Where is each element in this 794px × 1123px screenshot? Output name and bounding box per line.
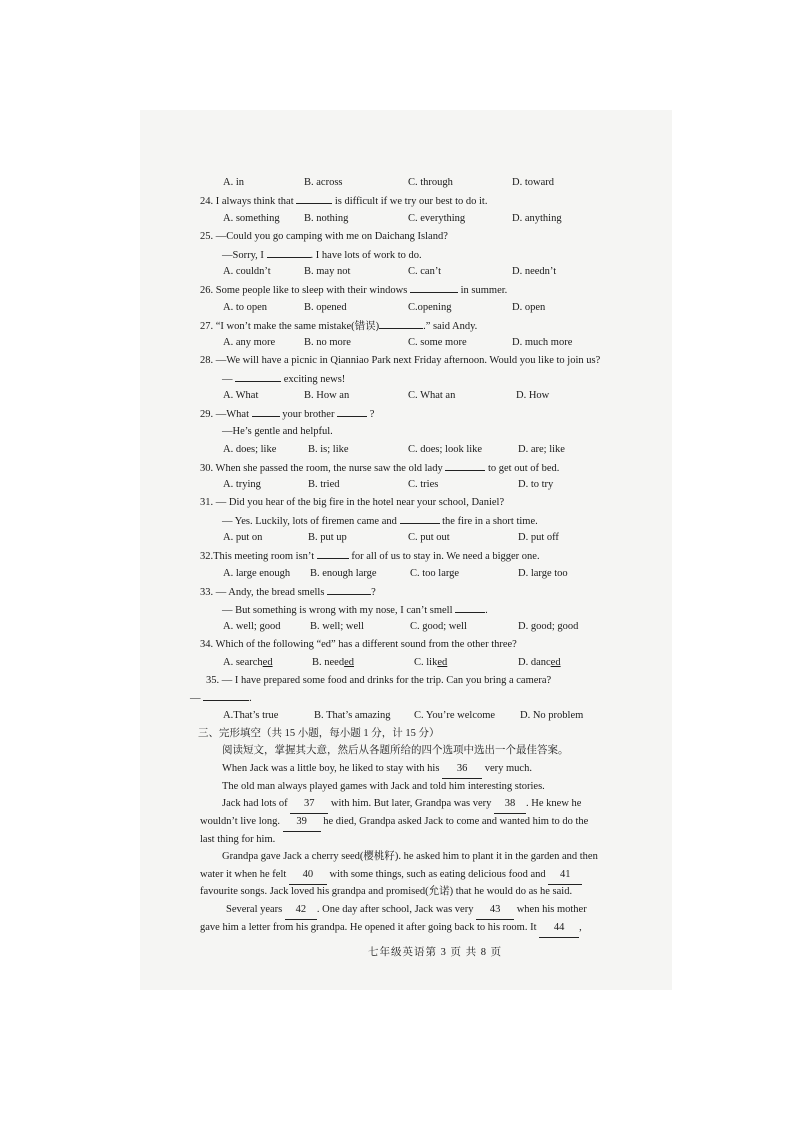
- option-c: C. through: [408, 177, 453, 188]
- question-35: 35. — I have prepared some food and drinks for the trip. Can you bring a camera?: [206, 675, 552, 686]
- option-d: D. open: [512, 302, 546, 313]
- question-31-reply: — Yes. Luckily, lots of firemen came and the fire in a short time.: [222, 512, 538, 531]
- option-a: A. large enough: [223, 568, 291, 579]
- option-a: A. in: [223, 177, 244, 188]
- question-28: 28. —We will have a picnic in Qianniao Park next Friday afternoon. Would you like to join us?: [200, 355, 601, 366]
- passage-line: Several years 42 . One day after school, Jack was very 43 when his mother: [226, 901, 587, 920]
- option-b: B. across: [304, 177, 343, 188]
- passage-line: favourite songs. Jack loved his grandpa and promised(允诺) that he would do as he said.: [200, 886, 573, 897]
- option-b: B. is; like: [308, 444, 349, 455]
- option-c: C. does; look like: [408, 444, 483, 455]
- option-b: B. nothing: [304, 213, 349, 224]
- cloze-blank: 40: [289, 866, 327, 885]
- question-34: 34. Which of the following “ed” has a different sound from the other three?: [200, 639, 517, 650]
- question-25-reply: —Sorry, I . I have lots of work to do.: [222, 246, 422, 265]
- option-b: B. well; well: [310, 621, 364, 632]
- option-d: D. large too: [518, 568, 568, 579]
- option-a: A. does; like: [223, 444, 277, 455]
- answer-blank: [400, 512, 440, 524]
- option-c: C. too large: [410, 568, 460, 579]
- answer-blank: [327, 583, 371, 595]
- question-29: 29. —What your brother ?: [200, 405, 374, 424]
- option-b: B. tried: [308, 479, 340, 490]
- cloze-blank: 44: [539, 919, 579, 938]
- option-b: B. may not: [304, 266, 351, 277]
- option-d: D. danced: [518, 657, 561, 668]
- option-d: D. put off: [518, 532, 559, 543]
- option-a: A. any more: [223, 337, 276, 348]
- question-32: 32.This meeting room isn’t for all of us to stay in. We need a bigger one.: [200, 547, 540, 566]
- option-d: D. good; good: [518, 621, 579, 632]
- cloze-blank: 43: [476, 901, 514, 920]
- option-d: D. toward: [512, 177, 554, 188]
- section-instruction: 阅读短文，掌握其大意，然后从各题所给的四个选项中选出一个最佳答案。: [222, 745, 569, 756]
- cloze-blank: 36: [442, 760, 482, 779]
- option-d: D. anything: [512, 213, 562, 224]
- answer-blank: [337, 405, 367, 417]
- passage-line: last thing for him.: [200, 834, 276, 845]
- option-c: C. can’t: [408, 266, 442, 277]
- option-d: D. How: [516, 390, 550, 401]
- passage-line: water it when he felt 40 with some things, such as eating delicious food and 41: [200, 866, 582, 885]
- passage-line: When Jack was a little boy, he liked to stay with his 36 very much.: [222, 760, 532, 779]
- option-a: A. to open: [223, 302, 268, 313]
- option-a: A. searched: [223, 657, 273, 668]
- option-d: D. are; like: [518, 444, 565, 455]
- option-a: A.That’s true: [223, 710, 279, 721]
- question-33-reply: — But something is wrong with my nose, I can’t smell .: [222, 601, 488, 620]
- answer-blank: [317, 547, 349, 559]
- option-c: C.opening: [408, 302, 452, 313]
- cloze-blank: 39: [283, 813, 321, 832]
- section-heading: 三、完形填空（共 15 小题，每小题 1 分，计 15 分）: [198, 728, 440, 739]
- option-b: B. How an: [304, 390, 350, 401]
- question-33: 33. — Andy, the bread smells ?: [200, 583, 376, 602]
- option-c: C. some more: [408, 337, 467, 348]
- question-31: 31. — Did you hear of the big fire in the hotel near your school, Daniel?: [200, 497, 505, 508]
- option-d: D. needn’t: [512, 266, 557, 277]
- cloze-blank: 37: [290, 795, 328, 814]
- option-c: C. liked: [414, 657, 448, 668]
- question-24: 24. I always think that is difficult if we try our best to do it.: [200, 192, 487, 211]
- option-a: A. well; good: [223, 621, 281, 632]
- question-30: 30. When she passed the room, the nurse saw the old lady to get out of bed.: [200, 459, 559, 478]
- passage-line: wouldn’t live long. 39 he died, Grandpa asked Jack to come and wanted him to do the: [200, 813, 588, 832]
- question-25: 25. —Could you go camping with me on Daichang Island?: [200, 231, 448, 242]
- option-a: A. couldn’t: [223, 266, 271, 277]
- option-c: C. put out: [408, 532, 450, 543]
- passage-line: gave him a letter from his grandpa. He opened it after going back to his room. It 44 ,: [200, 919, 582, 938]
- cloze-blank: 41: [548, 866, 582, 885]
- option-a: A. trying: [223, 479, 261, 490]
- question-28-reply: — exciting news!: [222, 370, 345, 389]
- option-b: B. That’s amazing: [314, 710, 391, 721]
- answer-blank: [252, 405, 280, 417]
- answer-blank: [203, 689, 249, 701]
- option-a: A. something: [223, 213, 280, 224]
- answer-blank: [235, 370, 281, 382]
- option-b: B. put up: [308, 532, 347, 543]
- option-b: B. opened: [304, 302, 347, 313]
- option-b: B. needed: [312, 657, 354, 668]
- option-c: C. What an: [408, 390, 456, 401]
- question-26: 26. Some people like to sleep with their windows in summer.: [200, 281, 507, 300]
- passage-line: Jack had lots of 37 with him. But later, Grandpa was very 38 . He knew he: [222, 795, 581, 814]
- answer-blank: [410, 281, 458, 293]
- answer-blank: [455, 601, 485, 613]
- option-b: B. no more: [304, 337, 351, 348]
- passage-line: The old man always played games with Jack and told him interesting stories.: [222, 781, 545, 792]
- answer-blank: [296, 192, 332, 204]
- question-29-reply: —He’s gentle and helpful.: [222, 426, 333, 437]
- option-c: C. everything: [408, 213, 466, 224]
- option-c: C. You’re welcome: [414, 710, 496, 721]
- option-c: C. good; well: [410, 621, 467, 632]
- answer-blank: [267, 246, 311, 258]
- option-d: D. much more: [512, 337, 573, 348]
- option-c: C. tries: [408, 479, 439, 490]
- cloze-blank: 38: [494, 795, 526, 814]
- answer-blank: [445, 459, 485, 471]
- option-b: B. enough large: [310, 568, 377, 579]
- option-a: A. put on: [223, 532, 263, 543]
- question-27: 27. “I won’t make the same mistake(错误) .” said Andy.: [200, 317, 477, 336]
- option-d: D. to try: [518, 479, 554, 490]
- option-d: D. No problem: [520, 710, 584, 721]
- answer-blank: [379, 317, 423, 329]
- question-35-reply: — .: [190, 689, 252, 708]
- option-a: A. What: [223, 390, 259, 401]
- cloze-blank: 42: [285, 901, 317, 920]
- passage-line: Grandpa gave Jack a cherry seed(樱桃籽). he asked him to plant it in the garden and then: [222, 851, 598, 862]
- page-footer: 七年级英语第 3 页 共 8 页: [368, 947, 503, 958]
